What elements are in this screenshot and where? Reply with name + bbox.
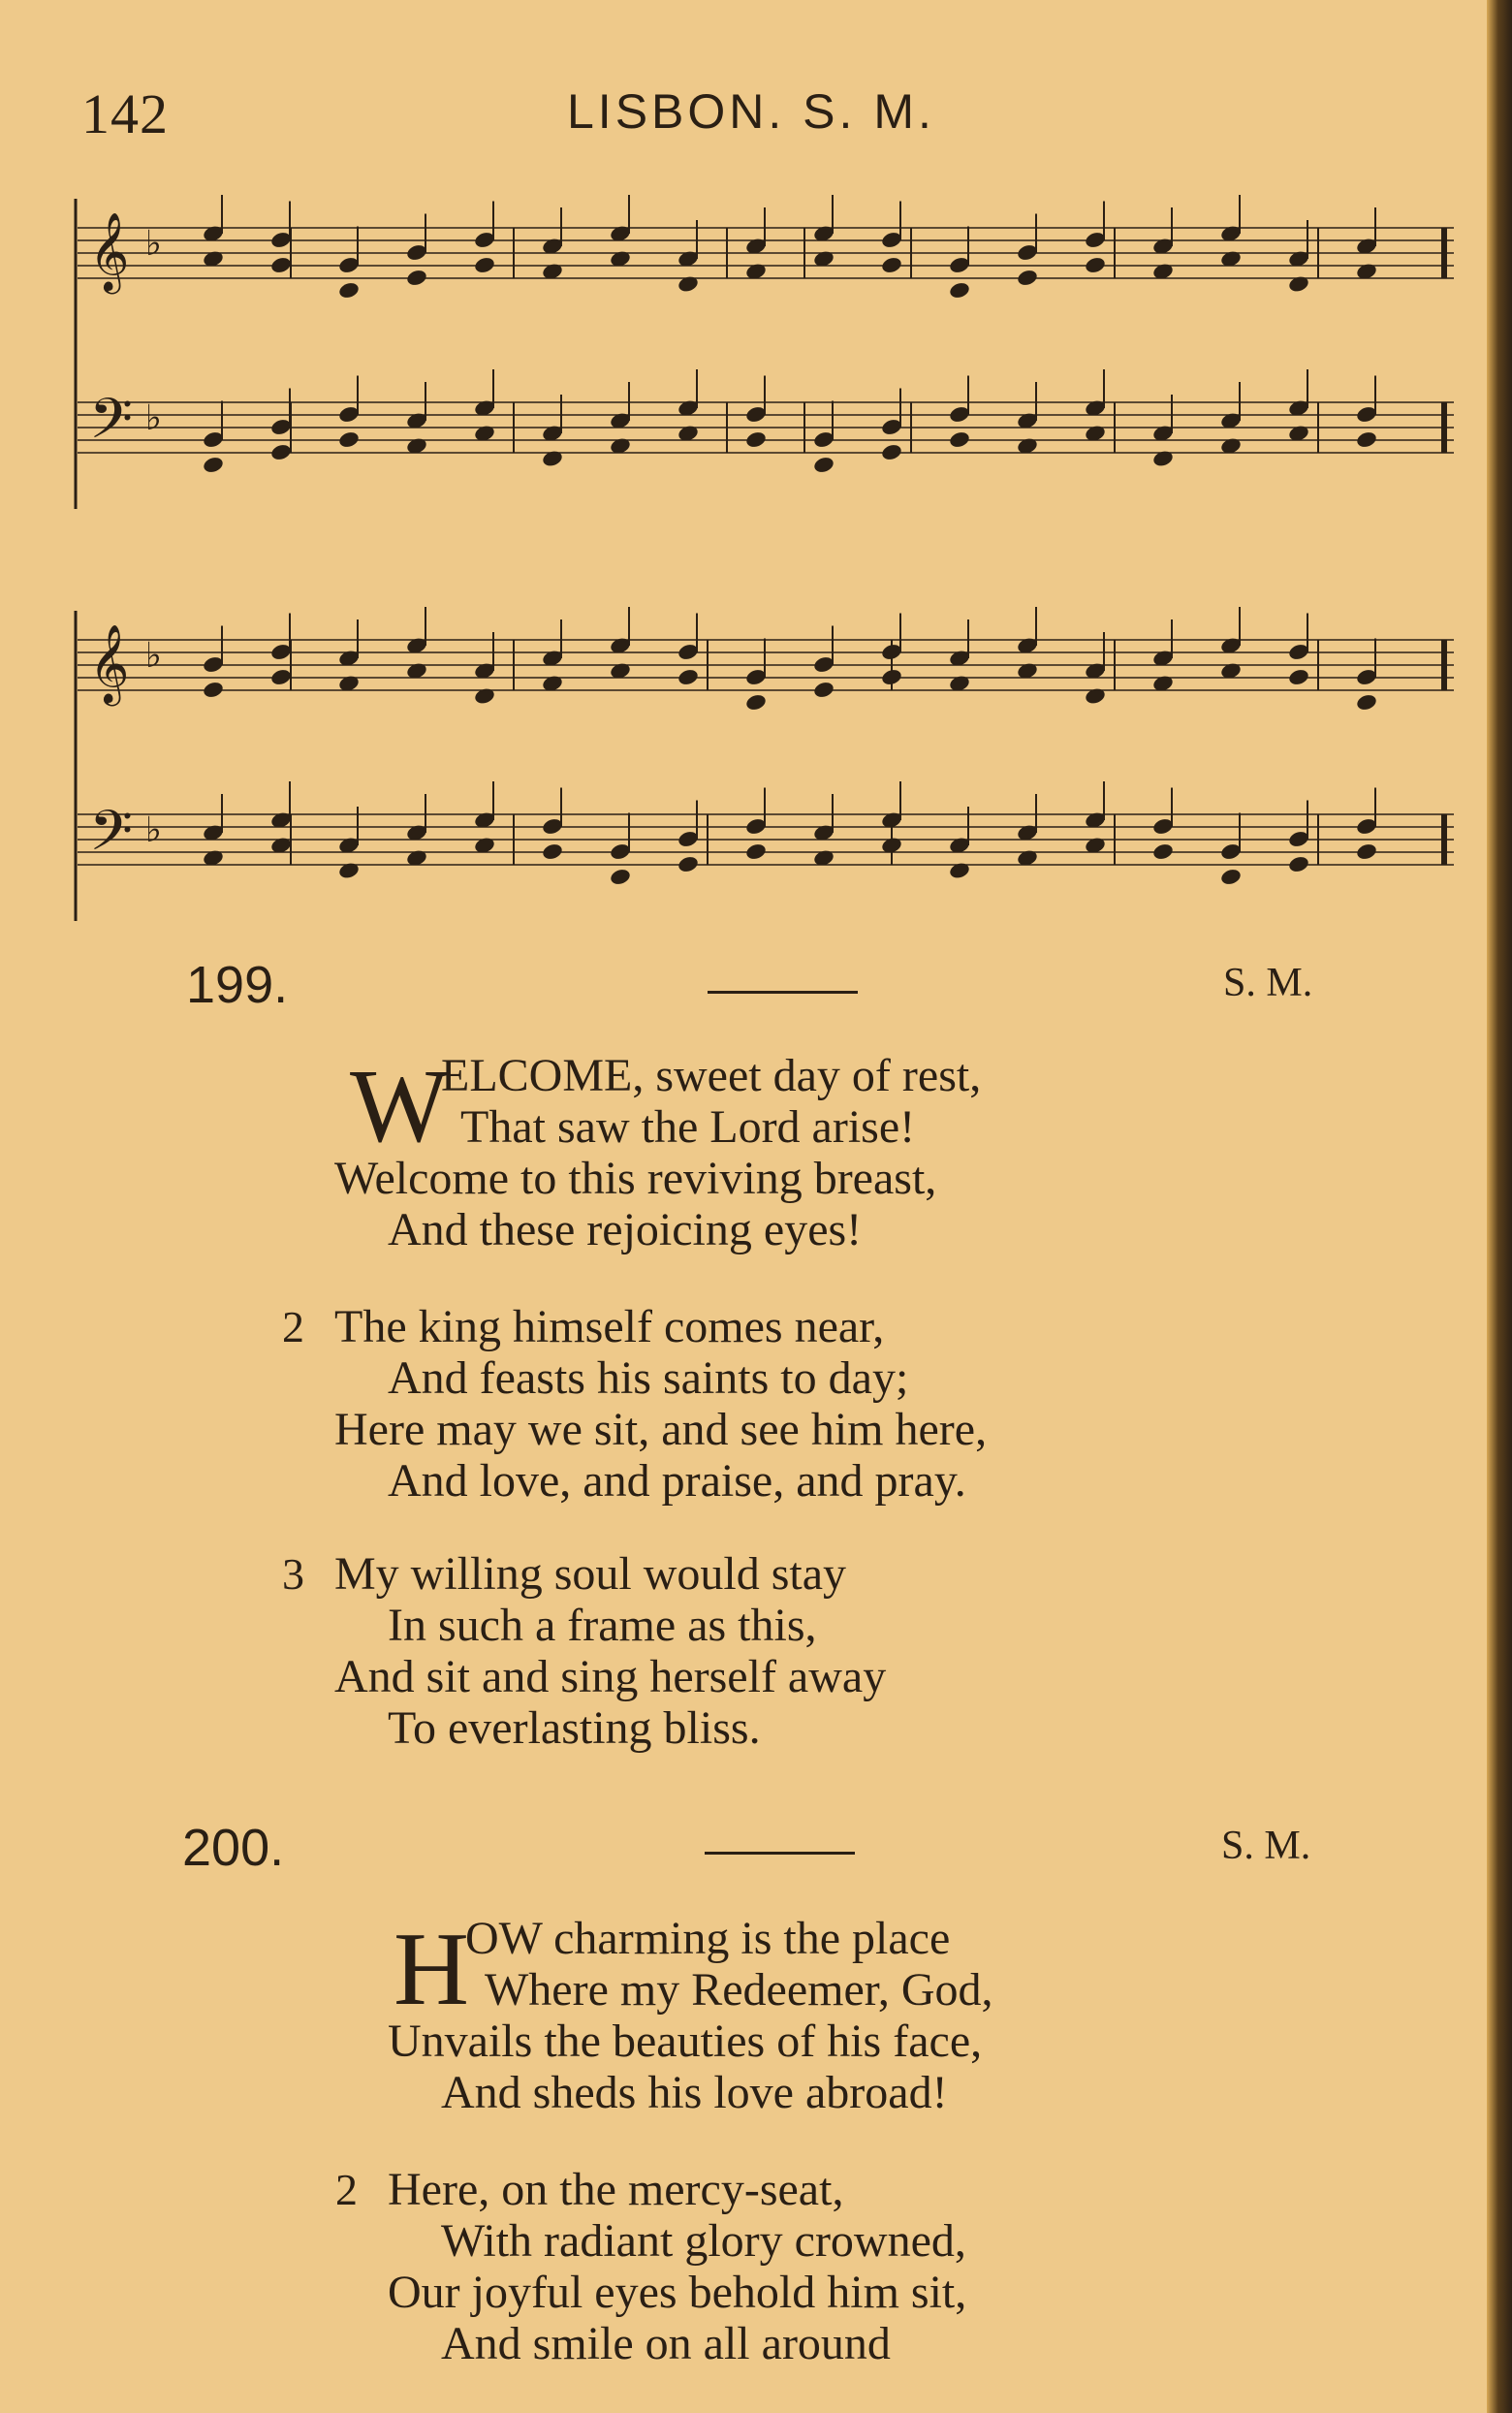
flat-icon: ♭ [145,398,162,438]
verse-line: And love, and praise, and pray. [388,1455,966,1507]
stanza-number: 3 [282,1549,304,1599]
hymn-number: 200. [182,1819,285,1877]
verse-line: Our joyful eyes behold him sit, [388,2267,967,2318]
bass-staff [78,781,1454,886]
note-head [473,256,496,275]
stanza [282,1548,887,1754]
note-head [1287,274,1310,294]
flat-icon: ♭ [145,636,162,676]
note-head [744,842,768,862]
note-head [1287,668,1310,687]
drop-cap: H [394,1912,469,2027]
note-head [202,681,225,700]
note-head [880,443,903,462]
stanza [388,1913,993,2118]
note-head [337,430,361,450]
stanza-number: 2 [282,1302,304,1351]
verse-line: ELCOME, sweet day of rest, [441,1050,982,1101]
bass-clef-icon: 𝄢 [89,798,134,877]
hymn-meter: S. M. [1221,1824,1311,1868]
page-header [0,76,1512,143]
note-head [677,855,700,874]
note-head [337,861,361,880]
bass-clef-icon: 𝄢 [89,386,134,465]
hymn-divider [705,1852,855,1855]
note-head [1084,686,1107,706]
flat-icon: ♭ [145,810,162,850]
note-head [609,868,632,887]
verse-line: My willing soul would stay [334,1548,847,1600]
note-head [880,256,903,275]
note-head [677,668,700,687]
verse-line: With radiant glory crowned, [441,2215,966,2267]
note-head [1355,430,1378,450]
note-head [1219,868,1243,887]
verse-line: Where my Redeemer, God, [485,1964,993,2016]
verse-line: That saw the Lord arise! [460,1101,916,1153]
note-head [269,668,293,687]
hymn-divider [708,991,858,994]
note-head [948,861,971,880]
note-head [1355,842,1378,862]
stanza [282,1301,988,1507]
music-system-1 [68,179,1464,538]
verse-line: In such a frame as this, [388,1600,817,1651]
note-head [1084,256,1107,275]
note-head [744,693,768,713]
tune-title: LISBON. S. M. [567,84,935,139]
verse-line: And these rejoicing eyes! [388,1204,863,1255]
note-head [948,430,971,450]
page-edge [1487,0,1512,2413]
note-head [677,274,700,294]
note-head [1151,449,1175,468]
stanza [334,1050,981,1255]
note-head [202,456,225,475]
note-head [473,686,496,706]
treble-clef-icon: 𝄞 [89,211,130,291]
note-head [269,443,293,462]
bass-staff [78,369,1454,474]
note-head [812,681,835,700]
hymn-meter: S. M. [1223,961,1313,1005]
flat-icon: ♭ [145,224,162,264]
verse-line: The king himself comes near, [334,1301,885,1352]
hymn-number: 199. [186,956,289,1014]
note-head [1287,855,1310,874]
verse-line: Here may we sit, and see him here, [334,1404,988,1455]
stanza-number: 2 [335,2165,358,2214]
verse-line: And smile on all around [441,2318,891,2369]
music-staff-system [68,591,1464,950]
verse-line: And sheds his love abroad! [441,2067,948,2118]
treble-clef-icon: 𝄞 [89,623,130,703]
page-number: 142 [81,82,169,145]
note-head [541,842,564,862]
drop-cap: W [350,1049,449,1164]
music-system-2 [68,591,1464,950]
treble-staff [78,195,1454,300]
note-head [812,456,835,475]
verse-line: Here, on the mercy-seat, [388,2164,844,2215]
note-head [269,256,293,275]
note-head [337,281,361,301]
verse-line: To everlasting bliss. [388,1702,761,1754]
note-head [541,449,564,468]
note-head [948,281,971,301]
verse-line: Unvails the beauties of his face, [388,2016,983,2067]
verse-line: And feasts his saints to day; [388,1352,909,1404]
note-head [405,269,428,288]
stanza [335,2164,967,2369]
verse-line: And sit and sing herself away [334,1651,887,1702]
note-head [744,430,768,450]
music-staff-system [68,179,1464,538]
verse-line: OW charming is the place [465,1913,951,1964]
verse-line: Welcome to this reviving breast, [334,1153,937,1204]
note-head [880,668,903,687]
note-head [1355,693,1378,713]
treble-staff [78,607,1454,712]
note-head [1016,269,1039,288]
note-head [1151,842,1175,862]
